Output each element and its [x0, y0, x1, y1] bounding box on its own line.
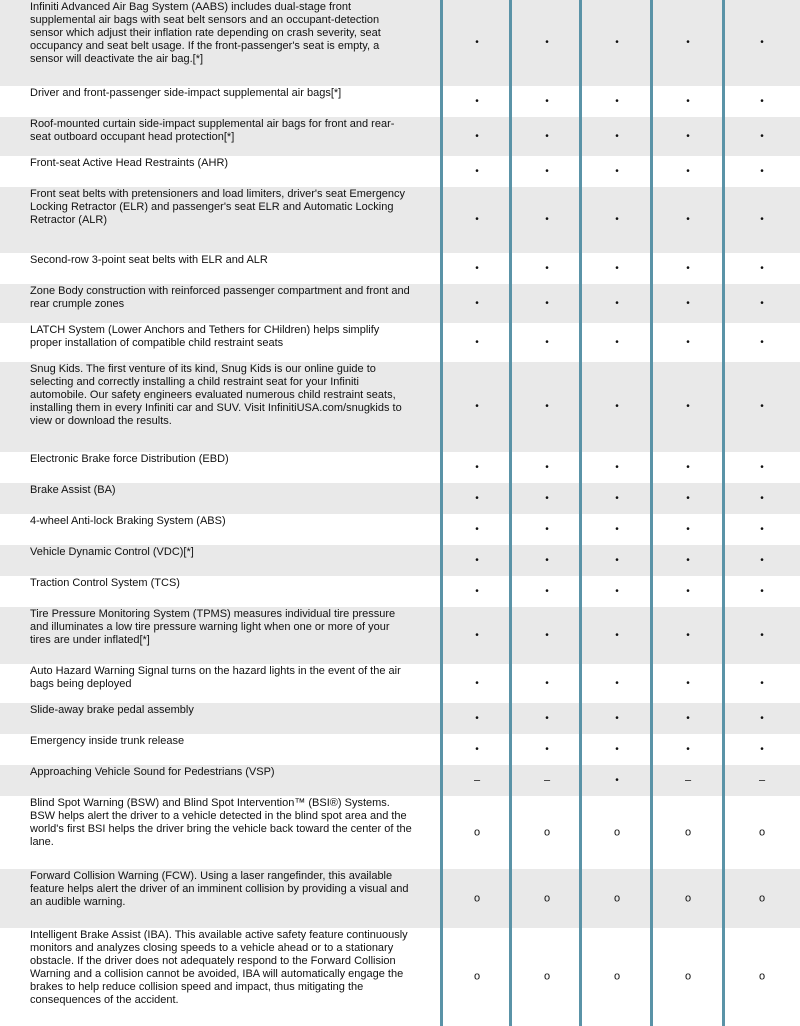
standard-dot-icon: • [475, 677, 479, 689]
table-row [0, 545, 800, 576]
optional-circle-icon: o [758, 826, 766, 838]
standard-dot-icon: • [475, 743, 479, 755]
feature-description: Approaching Vehicle Sound for Pedestrians (VSP) [30, 766, 275, 778]
standard-dot-icon: • [545, 401, 549, 412]
standard-dot-icon: • [686, 37, 690, 48]
optional-circle-icon: o [613, 970, 621, 983]
standard-dot-icon: • [615, 712, 619, 724]
standard-dot-icon: • [760, 743, 764, 755]
table-row [0, 117, 800, 156]
table-row [0, 284, 800, 323]
column-divider [509, 0, 512, 1026]
standard-dot-icon: • [475, 95, 479, 107]
standard-dot-icon: • [545, 214, 549, 225]
standard-dot-icon: • [615, 554, 619, 566]
standard-dot-icon: • [545, 523, 549, 535]
table-row [0, 703, 800, 734]
standard-dot-icon: • [475, 401, 479, 412]
standard-dot-icon: • [615, 585, 619, 597]
standard-dot-icon: • [760, 492, 764, 504]
standard-dot-icon: • [475, 165, 479, 177]
table-row [0, 869, 800, 928]
standard-dot-icon: • [545, 336, 549, 348]
optional-circle-icon: o [613, 826, 621, 838]
column-divider [722, 0, 725, 1026]
table-row [0, 86, 800, 117]
standard-dot-icon: • [686, 262, 690, 274]
feature-description: Slide-away brake pedal assembly [30, 704, 194, 716]
standard-dot-icon: • [475, 523, 479, 535]
column-divider [579, 0, 582, 1026]
standard-dot-icon: • [686, 554, 690, 566]
standard-dot-icon: • [475, 585, 479, 597]
standard-dot-icon: • [475, 461, 479, 473]
standard-dot-icon: • [615, 743, 619, 755]
standard-dot-icon: • [615, 95, 619, 107]
table-row [0, 187, 800, 253]
feature-description: Vehicle Dynamic Control (VDC)[*] [30, 546, 194, 558]
feature-description: Blind Spot Warning (BSW) and Blind Spot Intervention™ (BSI®) Systems. BSW helps alert the driver to a vehicle detected in the blind spot area and the world's first BSI helps the driver bring the vehicle back toward the center of the lane. [30, 797, 412, 848]
standard-dot-icon: • [760, 130, 764, 142]
standard-dot-icon: • [615, 37, 619, 48]
feature-description: Forward Collision Warning (FCW). Using a laser rangefinder, this available feature helps alert the driver of an imminent collision by providing a visual and an audible warning. [30, 870, 409, 908]
standard-dot-icon: • [615, 165, 619, 177]
optional-circle-icon: o [473, 892, 481, 904]
optional-circle-icon: o [758, 970, 766, 983]
standard-dot-icon: • [475, 297, 479, 309]
standard-dot-icon: • [760, 401, 764, 412]
table-row [0, 607, 800, 664]
standard-dot-icon: • [545, 37, 549, 48]
standard-dot-icon: • [686, 461, 690, 473]
not-available-dash-icon: – [684, 774, 692, 786]
table-row [0, 734, 800, 765]
standard-dot-icon: • [760, 297, 764, 309]
standard-dot-icon: • [545, 95, 549, 107]
standard-dot-icon: • [615, 629, 619, 641]
feature-description: Driver and front-passenger side-impact supplemental air bags[*] [30, 87, 342, 99]
feature-description: Electronic Brake force Distribution (EBD) [30, 453, 229, 465]
standard-dot-icon: • [760, 336, 764, 348]
standard-dot-icon: • [686, 401, 690, 412]
feature-description: 4-wheel Anti-lock Braking System (ABS) [30, 515, 226, 527]
standard-dot-icon: • [545, 585, 549, 597]
standard-dot-icon: • [686, 629, 690, 641]
standard-dot-icon: • [545, 492, 549, 504]
standard-dot-icon: • [475, 336, 479, 348]
table-row [0, 928, 800, 1026]
optional-circle-icon: o [684, 970, 692, 983]
standard-dot-icon: • [760, 95, 764, 107]
feature-description: Tire Pressure Monitoring System (TPMS) measures individual tire pressure and illuminates a low tire pressure warning light when one or more of your tires are under inflated[*] [30, 608, 396, 646]
standard-dot-icon: • [686, 336, 690, 348]
standard-dot-icon: • [760, 523, 764, 535]
standard-dot-icon: • [545, 677, 549, 689]
standard-dot-icon: • [760, 262, 764, 274]
feature-description: Auto Hazard Warning Signal turns on the hazard lights in the event of the air bags being deployed [30, 665, 401, 690]
feature-description: Infiniti Advanced Air Bag System (AABS) includes dual-stage front supplemental air bags with seat belt sensors and an occupant-detection sensor which adjust their inflation rate depending on crash severity, seat occupancy and seat belt usage. If the front-passenger's seat is empty, a sensor will deactivate the air bag.[*] [30, 1, 381, 65]
table-row [0, 576, 800, 607]
standard-dot-icon: • [475, 629, 479, 641]
standard-dot-icon: • [475, 492, 479, 504]
table-row [0, 796, 800, 869]
column-divider [650, 0, 653, 1026]
standard-dot-icon: • [760, 712, 764, 724]
standard-dot-icon: • [545, 629, 549, 641]
standard-dot-icon: • [615, 262, 619, 274]
standard-dot-icon: • [615, 523, 619, 535]
standard-dot-icon: • [475, 37, 479, 48]
standard-dot-icon: • [475, 262, 479, 274]
feature-description: Roof-mounted curtain side-impact supplemental air bags for front and rear-seat outboard occupant head protection[*] [30, 118, 395, 143]
standard-dot-icon: • [760, 585, 764, 597]
standard-dot-icon: • [760, 629, 764, 641]
standard-dot-icon: • [545, 712, 549, 724]
standard-dot-icon: • [545, 130, 549, 142]
standard-dot-icon: • [686, 492, 690, 504]
standard-dot-icon: • [686, 95, 690, 107]
feature-description: Emergency inside trunk release [30, 735, 185, 747]
table-row [0, 362, 800, 452]
table-row [0, 664, 800, 703]
standard-dot-icon: • [615, 401, 619, 412]
standard-dot-icon: • [545, 297, 549, 309]
table-row [0, 514, 800, 545]
standard-dot-icon: • [686, 130, 690, 142]
optional-circle-icon: o [543, 826, 551, 838]
optional-circle-icon: o [543, 892, 551, 904]
table-row [0, 0, 800, 86]
standard-dot-icon: • [760, 37, 764, 48]
standard-dot-icon: • [615, 214, 619, 225]
feature-description: Zone Body construction with reinforced passenger compartment and front and rear crumple zones [30, 285, 410, 310]
standard-dot-icon: • [475, 130, 479, 142]
standard-dot-icon: • [545, 262, 549, 274]
standard-dot-icon: • [545, 554, 549, 566]
feature-description: Traction Control System (TCS) [30, 577, 180, 589]
column-divider [440, 0, 443, 1026]
optional-circle-icon: o [684, 892, 692, 904]
standard-dot-icon: • [686, 677, 690, 689]
feature-description: LATCH System (Lower Anchors and Tethers for CHildren) helps simplify proper installation of compatible child restraint seats [30, 324, 380, 349]
table-row [0, 253, 800, 284]
table-row [0, 452, 800, 483]
optional-circle-icon: o [613, 892, 621, 904]
optional-circle-icon: o [473, 826, 481, 838]
table-row [0, 765, 800, 796]
standard-dot-icon: • [760, 554, 764, 566]
standard-dot-icon: • [615, 677, 619, 689]
feature-description: Front-seat Active Head Restraints (AHR) [30, 157, 229, 169]
table-row [0, 156, 800, 187]
standard-dot-icon: • [760, 165, 764, 177]
standard-dot-icon: • [686, 743, 690, 755]
standard-dot-icon: • [686, 214, 690, 225]
optional-circle-icon: o [543, 970, 551, 983]
standard-dot-icon: • [760, 677, 764, 689]
standard-dot-icon: • [686, 297, 690, 309]
standard-dot-icon: • [686, 523, 690, 535]
feature-description: Second-row 3-point seat belts with ELR and ALR [30, 254, 268, 266]
standard-dot-icon: • [615, 461, 619, 473]
not-available-dash-icon: – [758, 774, 766, 786]
not-available-dash-icon: – [473, 774, 481, 786]
not-available-dash-icon: – [543, 774, 551, 786]
standard-dot-icon: • [615, 774, 619, 786]
table-row [0, 323, 800, 362]
optional-circle-icon: o [758, 892, 766, 904]
standard-dot-icon: • [475, 712, 479, 724]
standard-dot-icon: • [475, 554, 479, 566]
feature-description: Front seat belts with pretensioners and load limiters, driver's seat Emergency Locking Retractor (ELR) and passenger's seat ELR and Automatic Locking Retractor (ALR) [30, 188, 406, 226]
feature-description: Snug Kids. The first venture of its kind, Snug Kids is our online guide to selecting and correctly installing a child restraint seat for your Infiniti automobile. Our safety engineers evaluated numerous child restraint seats, installing them in every Infiniti car and SUV. Visit InfinitiUSA.com/snugkids to view or download the results. [30, 363, 402, 427]
standard-dot-icon: • [686, 585, 690, 597]
standard-dot-icon: • [686, 165, 690, 177]
feature-description: Brake Assist (BA) [30, 484, 116, 496]
standard-dot-icon: • [615, 492, 619, 504]
standard-dot-icon: • [686, 712, 690, 724]
standard-dot-icon: • [545, 461, 549, 473]
standard-dot-icon: • [615, 336, 619, 348]
standard-dot-icon: • [760, 214, 764, 225]
standard-dot-icon: • [615, 130, 619, 142]
standard-dot-icon: • [475, 214, 479, 225]
standard-dot-icon: • [615, 297, 619, 309]
standard-dot-icon: • [760, 461, 764, 473]
standard-dot-icon: • [545, 743, 549, 755]
optional-circle-icon: o [684, 826, 692, 838]
feature-description: Intelligent Brake Assist (IBA). This available active safety feature continuously monitors and analyzes closing speeds to a vehicle ahead or to a stationary obstacle. If the driver does not adequately respond to the Forward Collision Warning and a collision cannot be avoided, IBA will automatically engage the brakes to help reduce collision speed and impact, thus mitigating the consequences of the accident. [30, 929, 408, 1006]
optional-circle-icon: o [473, 970, 481, 983]
standard-dot-icon: • [545, 165, 549, 177]
table-row [0, 483, 800, 514]
